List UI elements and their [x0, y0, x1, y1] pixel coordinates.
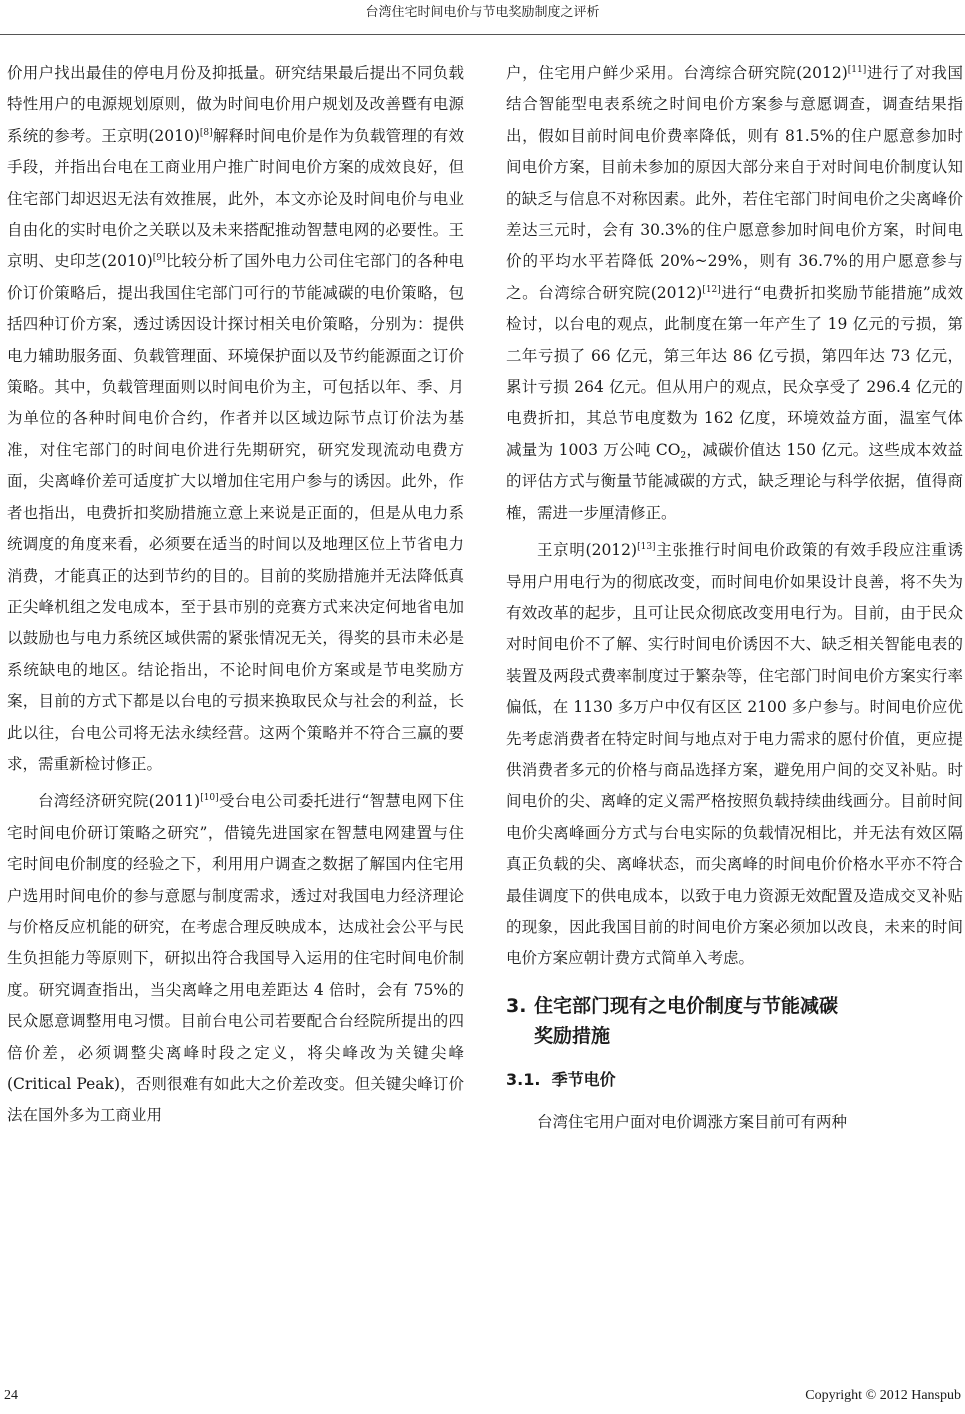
- right-paragraph-2: [506, 535, 963, 975]
- section-title-line-2: 奖励措施: [534, 1024, 611, 1047]
- right-column: [506, 58, 963, 1138]
- text-run: ，减碳价值达 150 亿元。这些成本效益的评估方式与衡量节能减碳的方式，缺乏理论与科学依据，值得商榷，需进一步厘清修正。: [506, 440, 963, 522]
- page-number: 24: [4, 1388, 18, 1403]
- section-heading: [506, 991, 963, 1051]
- text-run: 进行“电费折扣奖励节能措施”成效检讨，以台电的观点，此制度在第一年产生了 19 亿元的亏损，第二年亏损了 66 亿元，第三年达 86 亿亏损，第四年达 73 亿元，累计亏损 264 亿元。但从用户的观点，民众享受了 296.4 亿元的电费折扣，其总节电度数为 162 亿度，环境效益方面，温室气体减量为 1003 万公吨 CO: [506, 283, 963, 459]
- left-column: [7, 58, 464, 1132]
- section-number: 3.: [506, 994, 527, 1017]
- text-run: 价用户找出最佳的停电月份及抑抵量。研究结果最后提出不同负载特性用户的电源规划原则，做为时间电价用户规划及改善暨有电源系统的参考。王京明(2010): [7, 64, 464, 145]
- citation-ref: [10]: [200, 793, 219, 804]
- page-footer: [0, 1384, 965, 1414]
- subsection-title: 季节电价: [551, 1069, 616, 1089]
- running-header-title: 台湾住宅时间电价与节电奖励制度之评析: [365, 5, 600, 20]
- subsection-number: 3.1.: [506, 1069, 541, 1089]
- running-header: [0, 0, 965, 35]
- citation-ref: [8]: [199, 127, 213, 138]
- left-paragraph-2: [7, 786, 464, 1131]
- citation-ref: [11]: [847, 65, 867, 75]
- citation-ref: [12]: [702, 284, 721, 295]
- subscript: 2: [680, 450, 687, 461]
- citation-ref: [13]: [637, 542, 656, 553]
- text-run: 进行了对我国结合智能型电表系统之时间电价方案参与意愿调查，调查结果指出，假如目前时间电价费率降低，则有 81.5%的住户愿意参加时间电价方案，目前未参加的原因大部分来自于对时间电价制度认知的缺乏与信息不对称因素。此外，若住宅部门时间电价之尖离峰价差达三元时，会有 30.3%的住户愿意参加时间电价方案，时间电价的平均水平若降低 20%~29%，则有 36.7%的用户愿意参与之。台湾综合研究院(2012): [506, 64, 963, 302]
- right-paragraph-3: [506, 1107, 963, 1138]
- text-run: 台湾住宅用户面对电价调涨方案目前可有两种: [537, 1112, 848, 1131]
- subsection-heading: [506, 1065, 963, 1095]
- right-paragraph-1: [506, 58, 963, 529]
- left-paragraph-1: [7, 58, 464, 780]
- copyright-notice: Copyright © 2012 Hanspub: [805, 1388, 961, 1403]
- citation-ref: [9]: [152, 253, 166, 264]
- text-run: 受台电公司委托进行“智慧电网下住宅时间电价研订策略之研究”，借镜先进国家在智慧电网建置与住宅时间电价制度的经验之下，利用用户调查之数据了解国内住宅用户选用时间电价的参与意愿与制度需求，透过对我国电力经济理论与价格反应机能的研究，在考虑合理反映成本，达成社会公平与民生负担能力等原则下，研拟出符合我国导入运用的住宅时间电价制度。研究调查指出，当尖离峰之用电差距达 4 倍时，会有 75%的民众愿意调整用电习惯。目前台电公司若要配合台经院所提出的四倍价差，必须调整尖离峰时段之定义，将尖峰改为关键尖峰(Critical Peak)，否则很难有如此大之价差改变。但关键尖峰订价法在国外多为工商业用: [7, 792, 464, 1125]
- text-run: 解释时间电价是作为负载管理的有效手段，并指出台电在工商业用户推广时间电价方案的成效良好，但住宅部门却迟迟无法有效推展，此外，本文亦论及时间电价与电业自由化的实时电价之关联以及未来搭配推动智慧电网的必要性。王京明、史印芝(2010): [7, 126, 464, 271]
- text-run: 户，住宅用户鲜少采用。台湾综合研究院(2012): [506, 64, 848, 82]
- text-run: 台湾经济研究院(2011): [38, 792, 201, 811]
- section-title-line-1: 住宅部门现有之电价制度与节能减碳: [534, 994, 839, 1017]
- text-run: 主张推行时间电价政策的有效手段应注重诱导用户用电行为的彻底改变，而时间电价如果设计良善，将不失为有效改革的起步，且可让民众彻底改变用电行为。目前，由于民众对时间电价不了解、实行时间电价诱因不大、缺乏相关智能电表的装置及两段式费率制度过于繁杂等，住宅部门时间电价方案实行率偏低，在 1130 多万户中仅有区区 2100 多户参与。时间电价应优先考虑消费者在特定时间与地点对于电力需求的愿付价值，更应提供消费者多元的价格与商品选择方案，避免用户间的交叉补贴。时间电价的尖、离峰的定义需严格按照负载持续曲线画分。目前时间电价尖离峰画分方式与台电实际的负载情况相比，并无法有效区隔真正负载的尖、离峰状态，而尖离峰的时间电价价格水平亦不符合最佳调度下的供电成本，以致于电力资源无效配置及造成交叉补贴的现象，因此我国目前的时间电价方案必须加以改良，未来的时间电价方案应朝计费方式简单入考虑。: [506, 541, 963, 968]
- text-run: 王京明(2012): [537, 541, 638, 560]
- text-run: 比较分析了国外电力公司住宅部门的各种电价订价策略后，提出我国住宅部门可行的节能减碳的电价策略，包括四种订价方案，透过诱因设计探讨相关电价策略，分别为：提供电力辅助服务面、负载管理面、环境保护面以及节约能源面之订价策略。其中，负载管理面则以时间电价为主，可包括以年、季、月为单位的各种时间电价合约，作者并以区域边际节点订价法为基准，对住宅部门的时间电价进行先期研究，研究发现流动电费方面，尖离峰价差可适度扩大以增加住宅用户参与的诱因。此外，作者也指出，电费折扣奖励措施立意上来说是正面的，但是从电力系统调度的角度来看，必须要在适当的时间以及地理区位上节省电力消费，才能真正的达到节约的目的。目前的奖励措施并无法降低真正尖峰机组之发电成本，至于县市别的竞赛方式来决定何地省电加以鼓励也与电力系统区域供需的紧张情况无关，得奖的县市未必是系统缺电的地区。结论指出，不论时间电价方案或是节电奖励方案，目前的方式下都是以台电的亏损来换取民众与社会的利益，长此以往，台电公司将无法永续经营。这两个策略并不符合三赢的要求，需重新检讨修正。: [7, 252, 464, 773]
